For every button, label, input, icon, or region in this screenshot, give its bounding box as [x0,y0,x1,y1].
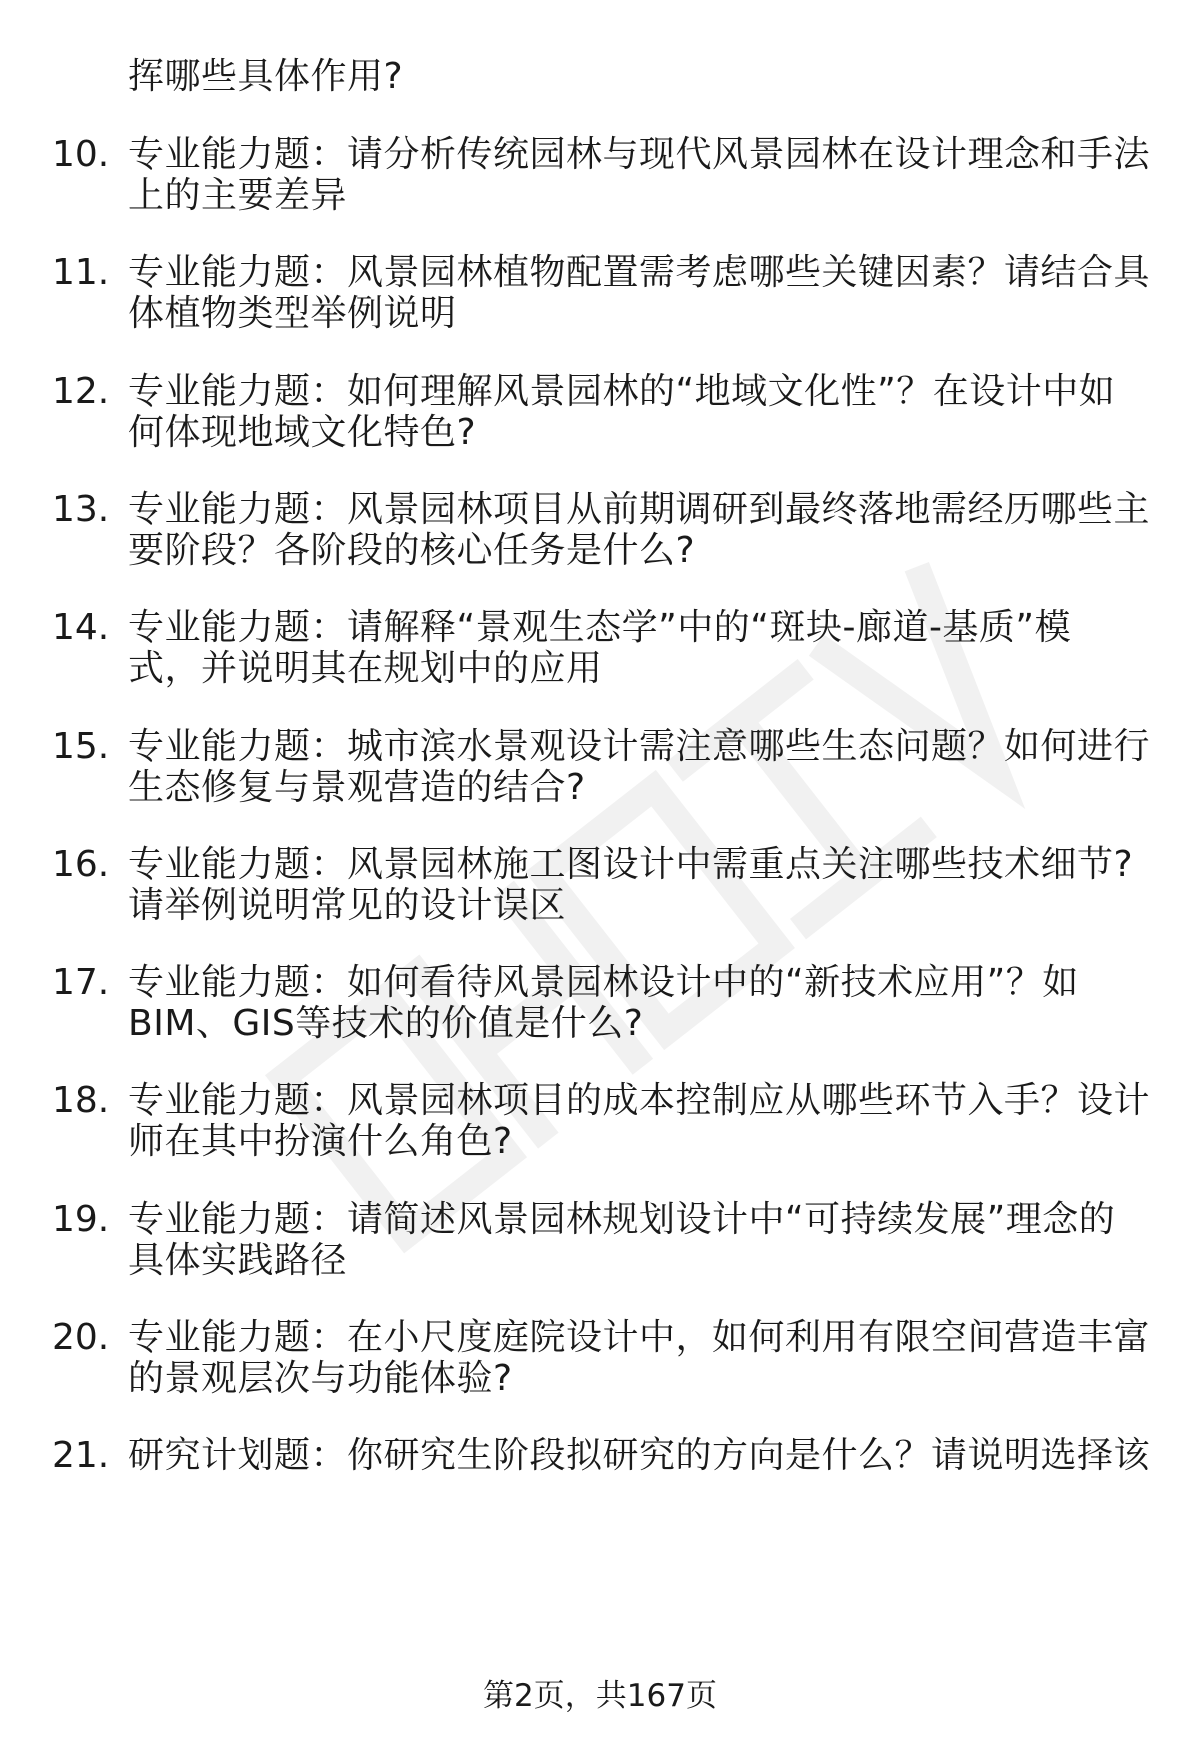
question-number: 16. [52,843,110,885]
question-text-line1: 专业能力题：城市滨水景观设计需注意哪些生态问题？如何进行 [128,725,1151,767]
question-text-line2: 生态修复与景观营造的结合? [128,766,586,808]
question-text-line1: 专业能力题：在小尺度庭院设计中，如何利用有限空间营造丰富 [128,1317,1151,1358]
question-text-line1: 专业能力题：请解释“景观生态学”中的“斑块-廊道-基质”模 [128,607,1072,649]
question-text-line2: 上的主要差异 [128,175,348,216]
question-number: 15. [52,725,110,767]
question-number: 17. [52,962,110,1004]
question-number: 11. [52,252,110,294]
question-text-line1: 专业能力题：风景园林项目从前期调研到最终落地需经历哪些主 [128,488,1151,530]
question-text-line1: 专业能力题：请简述风景园林规划设计中“可持续发展”理念的 [128,1198,1116,1240]
page-footer: 第2页，共167页 [483,1678,717,1714]
question-number: 10. [52,134,110,175]
question-text-line2: 体植物类型举例说明 [128,293,457,335]
question-text-line1: 专业能力题：风景园林植物配置需考虑哪些关键因素？请结合具 [128,252,1151,294]
question-number: 20. [52,1317,110,1358]
question-text-line2: 师在其中扮演什么角色? [128,1121,513,1163]
question-number: 18. [52,1080,110,1122]
question-text-line1: 专业能力题：风景园林项目的成本控制应从哪些环节入手？设计 [128,1080,1151,1122]
question-text-line2: 何体现地域文化特色? [128,411,477,453]
question-text-line2: 式，并说明其在规划中的应用 [128,648,603,690]
question-text-line2: 请举例说明常见的设计误区 [128,884,567,926]
question-text-line1: 研究计划题：你研究生阶段拟研究的方向是什么？请说明选择该 [128,1435,1151,1477]
question-number: 12. [52,370,110,412]
continuation-text: 挥哪些具体作用? [128,56,404,97]
question-text-line2: BIM、GIS等技术的价值是什么? [128,1003,644,1045]
question-number: 13. [52,488,110,530]
question-text-line1: 专业能力题：如何看待风景园林设计中的“新技术应用”？如 [128,962,1079,1004]
question-text-line1: 专业能力题：请分析传统园林与现代风景园林在设计理念和手法 [128,134,1151,175]
question-text-line2: 要阶段？各阶段的核心任务是什么? [128,529,696,571]
question-number: 21. [52,1435,110,1477]
question-text-line1: 专业能力题：风景园林施工图设计中需重点关注哪些技术细节? [128,843,1134,885]
question-text-line1: 专业能力题：如何理解风景园林的“地域文化性”？在设计中如 [128,370,1116,412]
question-number: 19. [52,1198,110,1240]
question-number: 14. [52,607,110,649]
question-text-line2: 具体实践路径 [128,1239,348,1281]
question-text-line2: 的景观层次与功能体验? [128,1358,513,1399]
